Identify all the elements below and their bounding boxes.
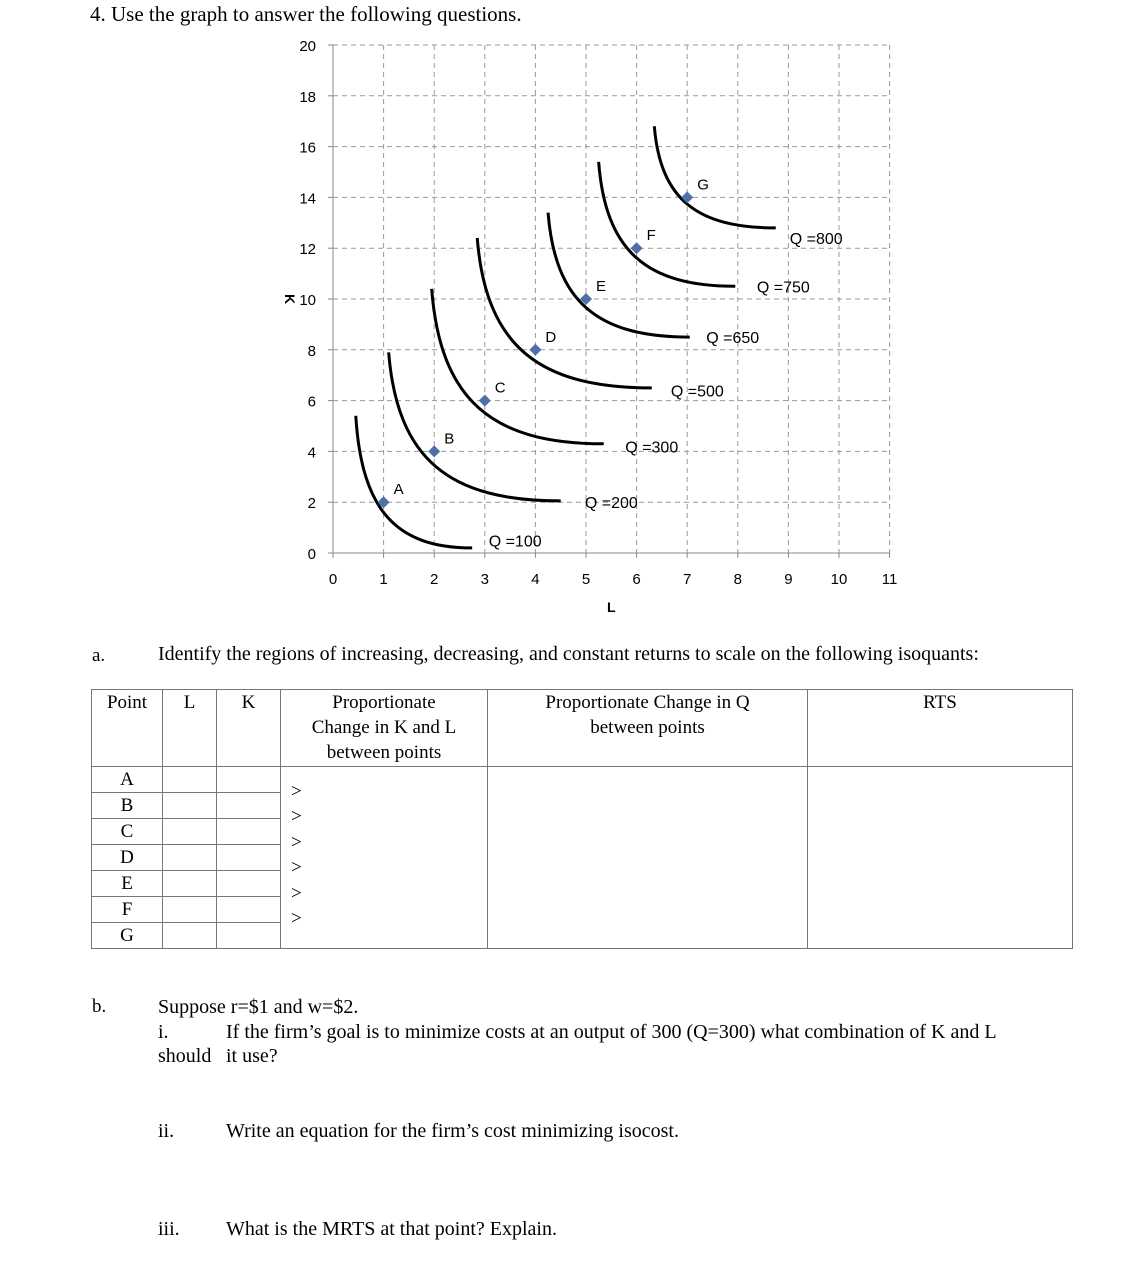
row-point-label: E [92,871,163,897]
row-k-cell[interactable] [217,819,281,845]
data-point-marker [529,344,541,356]
arrow-mark: > [291,907,302,929]
header-prop-q-1: Proportionate Change in Q [545,692,750,713]
y-tick-label: 6 [307,393,316,411]
part-b-q3-num: iii. [158,1218,180,1240]
data-point-marker [479,395,491,407]
chart-ticks [282,38,897,615]
part-b-q2-text: Write an equation for the firm’s cost minimizing isocost. [226,1120,679,1142]
row-point-label: D [92,845,163,871]
y-tick-label: 16 [299,139,316,157]
rts-table [91,689,1073,949]
curve-label: Q =800 [789,231,843,249]
row-k-cell[interactable] [217,845,281,871]
x-tick-label: 0 [328,571,338,588]
arrow-mark: > [291,857,302,879]
x-tick-label: 10 [830,571,848,588]
x-tick-label: 9 [784,571,793,588]
x-axis-label: L [607,599,616,615]
curve-label: Q =500 [670,383,724,401]
point-label: C [494,379,506,397]
prop-kl-cell[interactable] [281,767,488,949]
point-label: D [545,328,557,346]
header-prop-kl-2: Change in K and L [311,717,457,738]
part-a-letter: a. [92,645,106,666]
isoquant-curve [432,289,604,444]
y-tick-label: 0 [307,546,316,563]
point-label: E [596,278,607,295]
prop-q-cell[interactable] [488,767,808,949]
isoquant-curve [389,352,561,501]
arrow-mark: > [291,882,302,904]
header-l: L [163,690,217,767]
y-tick-label: 10 [299,292,316,309]
point-label: G [697,176,709,194]
row-point-label: C [92,819,163,845]
header-prop-q-2: between points [590,717,705,738]
row-l-cell[interactable] [163,819,217,845]
header-k: K [217,690,281,767]
y-tick-label: 18 [299,88,316,106]
row-point-label: G [92,923,163,949]
y-tick-label: 14 [299,190,316,208]
part-a-text: Identify the regions of increasing, decreasing, and constant returns to scale on the following isoquants: [158,643,979,665]
row-k-cell[interactable] [217,897,281,923]
table-row [92,767,1073,793]
part-b-q2-num: ii. [158,1120,175,1142]
row-l-cell[interactable] [163,897,217,923]
arrow-mark: > [291,806,302,828]
isoquant-curve [477,238,652,388]
header-prop-q [488,690,808,767]
row-l-cell[interactable] [163,793,217,819]
row-point-label: B [92,793,163,819]
row-k-cell[interactable] [217,871,281,897]
y-tick-label: 8 [307,342,316,360]
part-b-given: Suppose r=$1 and w=$2. [158,996,359,1018]
part-b-q3-text: What is the MRTS at that point? Explain. [226,1218,557,1240]
isoquant-curve [654,126,775,228]
part-b-q1-num: i. [158,1021,169,1043]
part-b-q1-line1: If the firm’s goal is to minimize costs at an output of 300 (Q=300) what combination of K and L [226,1021,997,1043]
y-tick-label: 20 [299,38,316,55]
part-b-letter: b. [92,996,107,1017]
header-prop-kl-3: between points [326,742,442,763]
isoquant-chart [0,0,1126,630]
part-b-q1-line2a: should [158,1045,212,1067]
header-point: Point [92,690,163,767]
point-label: A [393,481,404,499]
curve-label: Q =750 [756,279,810,297]
header-rts: RTS [808,690,1073,767]
isoquant-curve [356,416,472,548]
x-tick-label: 4 [531,571,540,588]
y-tick-label: 12 [299,241,316,259]
curve-label: Q =650 [706,330,760,348]
x-tick-label: 3 [480,571,489,588]
row-l-cell[interactable] [163,923,217,949]
header-prop-kl-1: Proportionate [332,692,436,713]
header-prop-kl [281,690,488,767]
y-tick-label: 2 [307,495,316,513]
row-point-label: F [92,897,163,923]
data-point-marker [428,445,440,457]
point-label: F [646,227,656,245]
arrow-mark: > [291,781,302,802]
row-l-cell[interactable] [163,871,217,897]
point-label: B [444,430,455,448]
curve-label: Q =100 [488,533,542,551]
question-title: 4. Use the graph to answer the following questions. [90,2,522,26]
rts-cell[interactable] [808,767,1073,949]
chart-grid [333,45,890,553]
x-tick-label: 1 [379,571,388,588]
row-k-cell[interactable] [217,923,281,949]
x-tick-label: 8 [733,571,742,588]
curve-label: Q =200 [584,495,638,513]
arrow-mark: > [291,831,302,853]
row-k-cell[interactable] [217,793,281,819]
x-tick-label: 11 [881,571,898,588]
y-axis-label: K [282,293,298,305]
x-tick-label: 5 [581,571,591,588]
part-b-q1-line2b: it use? [226,1045,278,1067]
curve-label: Q =300 [625,439,679,457]
row-l-cell[interactable] [163,845,217,871]
y-tick-label: 4 [307,444,316,462]
x-tick-label: 2 [430,571,439,588]
x-tick-label: 6 [632,571,641,588]
row-point-label: A [92,767,163,793]
row-k-cell[interactable] [217,767,281,793]
x-tick-label: 7 [683,571,692,588]
row-l-cell[interactable] [163,767,217,793]
